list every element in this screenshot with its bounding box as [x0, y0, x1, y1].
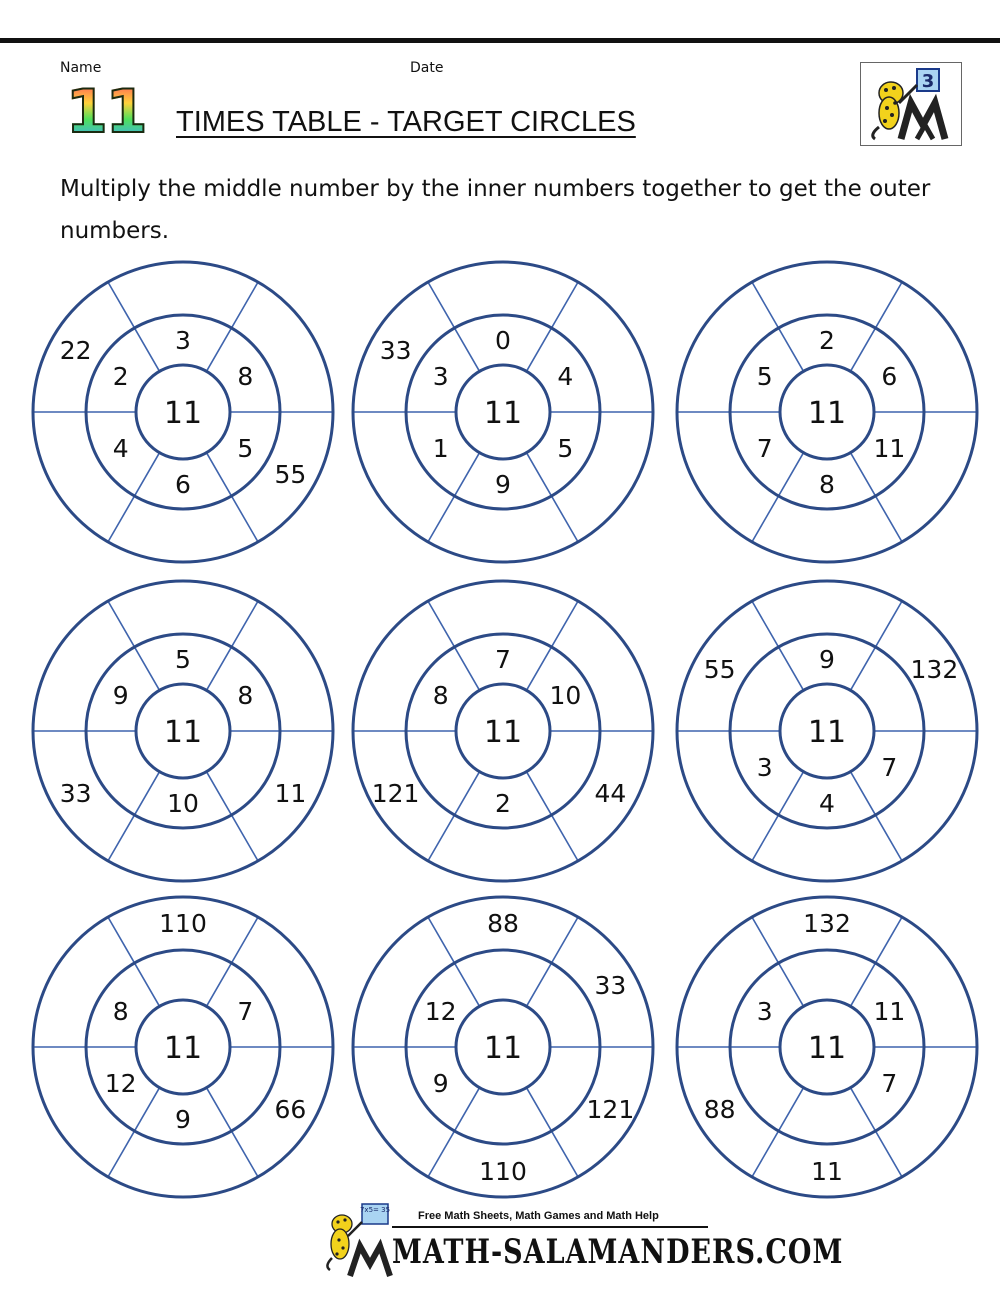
inner-number: 11 — [873, 997, 906, 1026]
inner-number: 8 — [819, 470, 835, 499]
outer-number: 121 — [586, 1095, 635, 1124]
center-number: 11 — [483, 715, 523, 750]
inner-number: 5 — [557, 434, 574, 463]
inner-number: 8 — [237, 362, 254, 391]
outer-number: 44 — [594, 779, 627, 808]
logo-badge: 3 — [921, 71, 935, 92]
outer-number: 110 — [159, 909, 207, 938]
target-circle — [677, 897, 977, 1197]
inner-number: 7 — [756, 434, 773, 463]
outer-number: 33 — [59, 779, 92, 808]
inner-number: 8 — [237, 681, 254, 710]
page-title: TIMES TABLE - TARGET CIRCLES — [176, 106, 636, 138]
inner-number: 5 — [237, 434, 254, 463]
outer-number: 55 — [274, 460, 307, 489]
center-number: 11 — [807, 1031, 847, 1066]
footer-tagline: Free Math Sheets, Math Games and Math Help — [418, 1210, 659, 1222]
inner-number: 9 — [819, 645, 835, 674]
center-number: 11 — [163, 396, 203, 431]
inner-number: 3 — [756, 997, 773, 1026]
inner-number: 7 — [881, 1069, 898, 1098]
inner-number: 0 — [495, 326, 511, 355]
name-label: Name — [60, 60, 102, 76]
target-circle — [33, 581, 333, 881]
inner-number: 4 — [112, 434, 129, 463]
inner-number: 12 — [424, 997, 457, 1026]
outer-number: 33 — [594, 971, 627, 1000]
inner-number: 7 — [237, 997, 254, 1026]
outer-number: 132 — [910, 655, 959, 684]
footer-badge: 7x5= 35 — [359, 1206, 391, 1214]
inner-number: 8 — [432, 681, 449, 710]
inner-number: 12 — [104, 1069, 137, 1098]
target-circle — [353, 262, 653, 562]
center-number: 11 — [807, 396, 847, 431]
inner-number: 3 — [175, 326, 191, 355]
inner-number: 9 — [432, 1069, 449, 1098]
outer-number: 110 — [479, 1157, 527, 1186]
center-number: 11 — [483, 1031, 523, 1066]
center-number: 11 — [483, 396, 523, 431]
target-circle — [353, 897, 653, 1197]
target-circle — [677, 262, 977, 562]
target-circle — [33, 897, 333, 1197]
center-number: 11 — [807, 715, 847, 750]
target-circle — [353, 581, 653, 881]
center-number: 11 — [163, 1031, 203, 1066]
inner-number: 10 — [549, 681, 582, 710]
footer-site-name: MATH-SALAMANDERS.COM — [392, 1233, 844, 1272]
outer-number: 66 — [274, 1095, 307, 1124]
date-label: Date — [410, 60, 444, 76]
inner-number: 5 — [756, 362, 773, 391]
inner-number: 4 — [819, 789, 835, 818]
inner-number: 7 — [881, 753, 898, 782]
outer-number: 33 — [379, 336, 412, 365]
inner-number: 4 — [557, 362, 574, 391]
inner-number: 8 — [112, 997, 129, 1026]
footer-rule — [392, 1226, 708, 1228]
inner-number: 2 — [112, 362, 129, 391]
inner-number: 7 — [495, 645, 511, 674]
big-number-11: 11 — [66, 77, 146, 147]
center-number: 11 — [163, 715, 203, 750]
outer-number: 11 — [274, 779, 307, 808]
inner-number: 9 — [495, 470, 511, 499]
inner-number: 9 — [175, 1105, 191, 1134]
inner-number: 2 — [819, 326, 835, 355]
outer-number: 88 — [487, 909, 519, 938]
inner-number: 3 — [756, 753, 773, 782]
outer-number: 55 — [703, 655, 736, 684]
inner-number: 6 — [175, 470, 191, 499]
footer-logo-icon — [320, 1200, 400, 1280]
inner-number: 1 — [432, 434, 449, 463]
inner-number: 6 — [881, 362, 898, 391]
inner-number: 10 — [167, 789, 199, 818]
inner-number: 9 — [112, 681, 129, 710]
inner-number: 11 — [873, 434, 906, 463]
inner-number: 3 — [432, 362, 449, 391]
instructions: Multiply the middle number by the inner numbers together to get the outer numbers. — [60, 176, 931, 244]
inner-number: 5 — [175, 645, 191, 674]
outer-number: 88 — [703, 1095, 736, 1124]
inner-number: 2 — [495, 789, 511, 818]
target-circle — [33, 262, 333, 562]
target-circle — [677, 581, 977, 881]
outer-number: 11 — [811, 1157, 843, 1186]
outer-number: 132 — [803, 909, 851, 938]
outer-number: 121 — [371, 779, 420, 808]
outer-number: 22 — [59, 336, 92, 365]
